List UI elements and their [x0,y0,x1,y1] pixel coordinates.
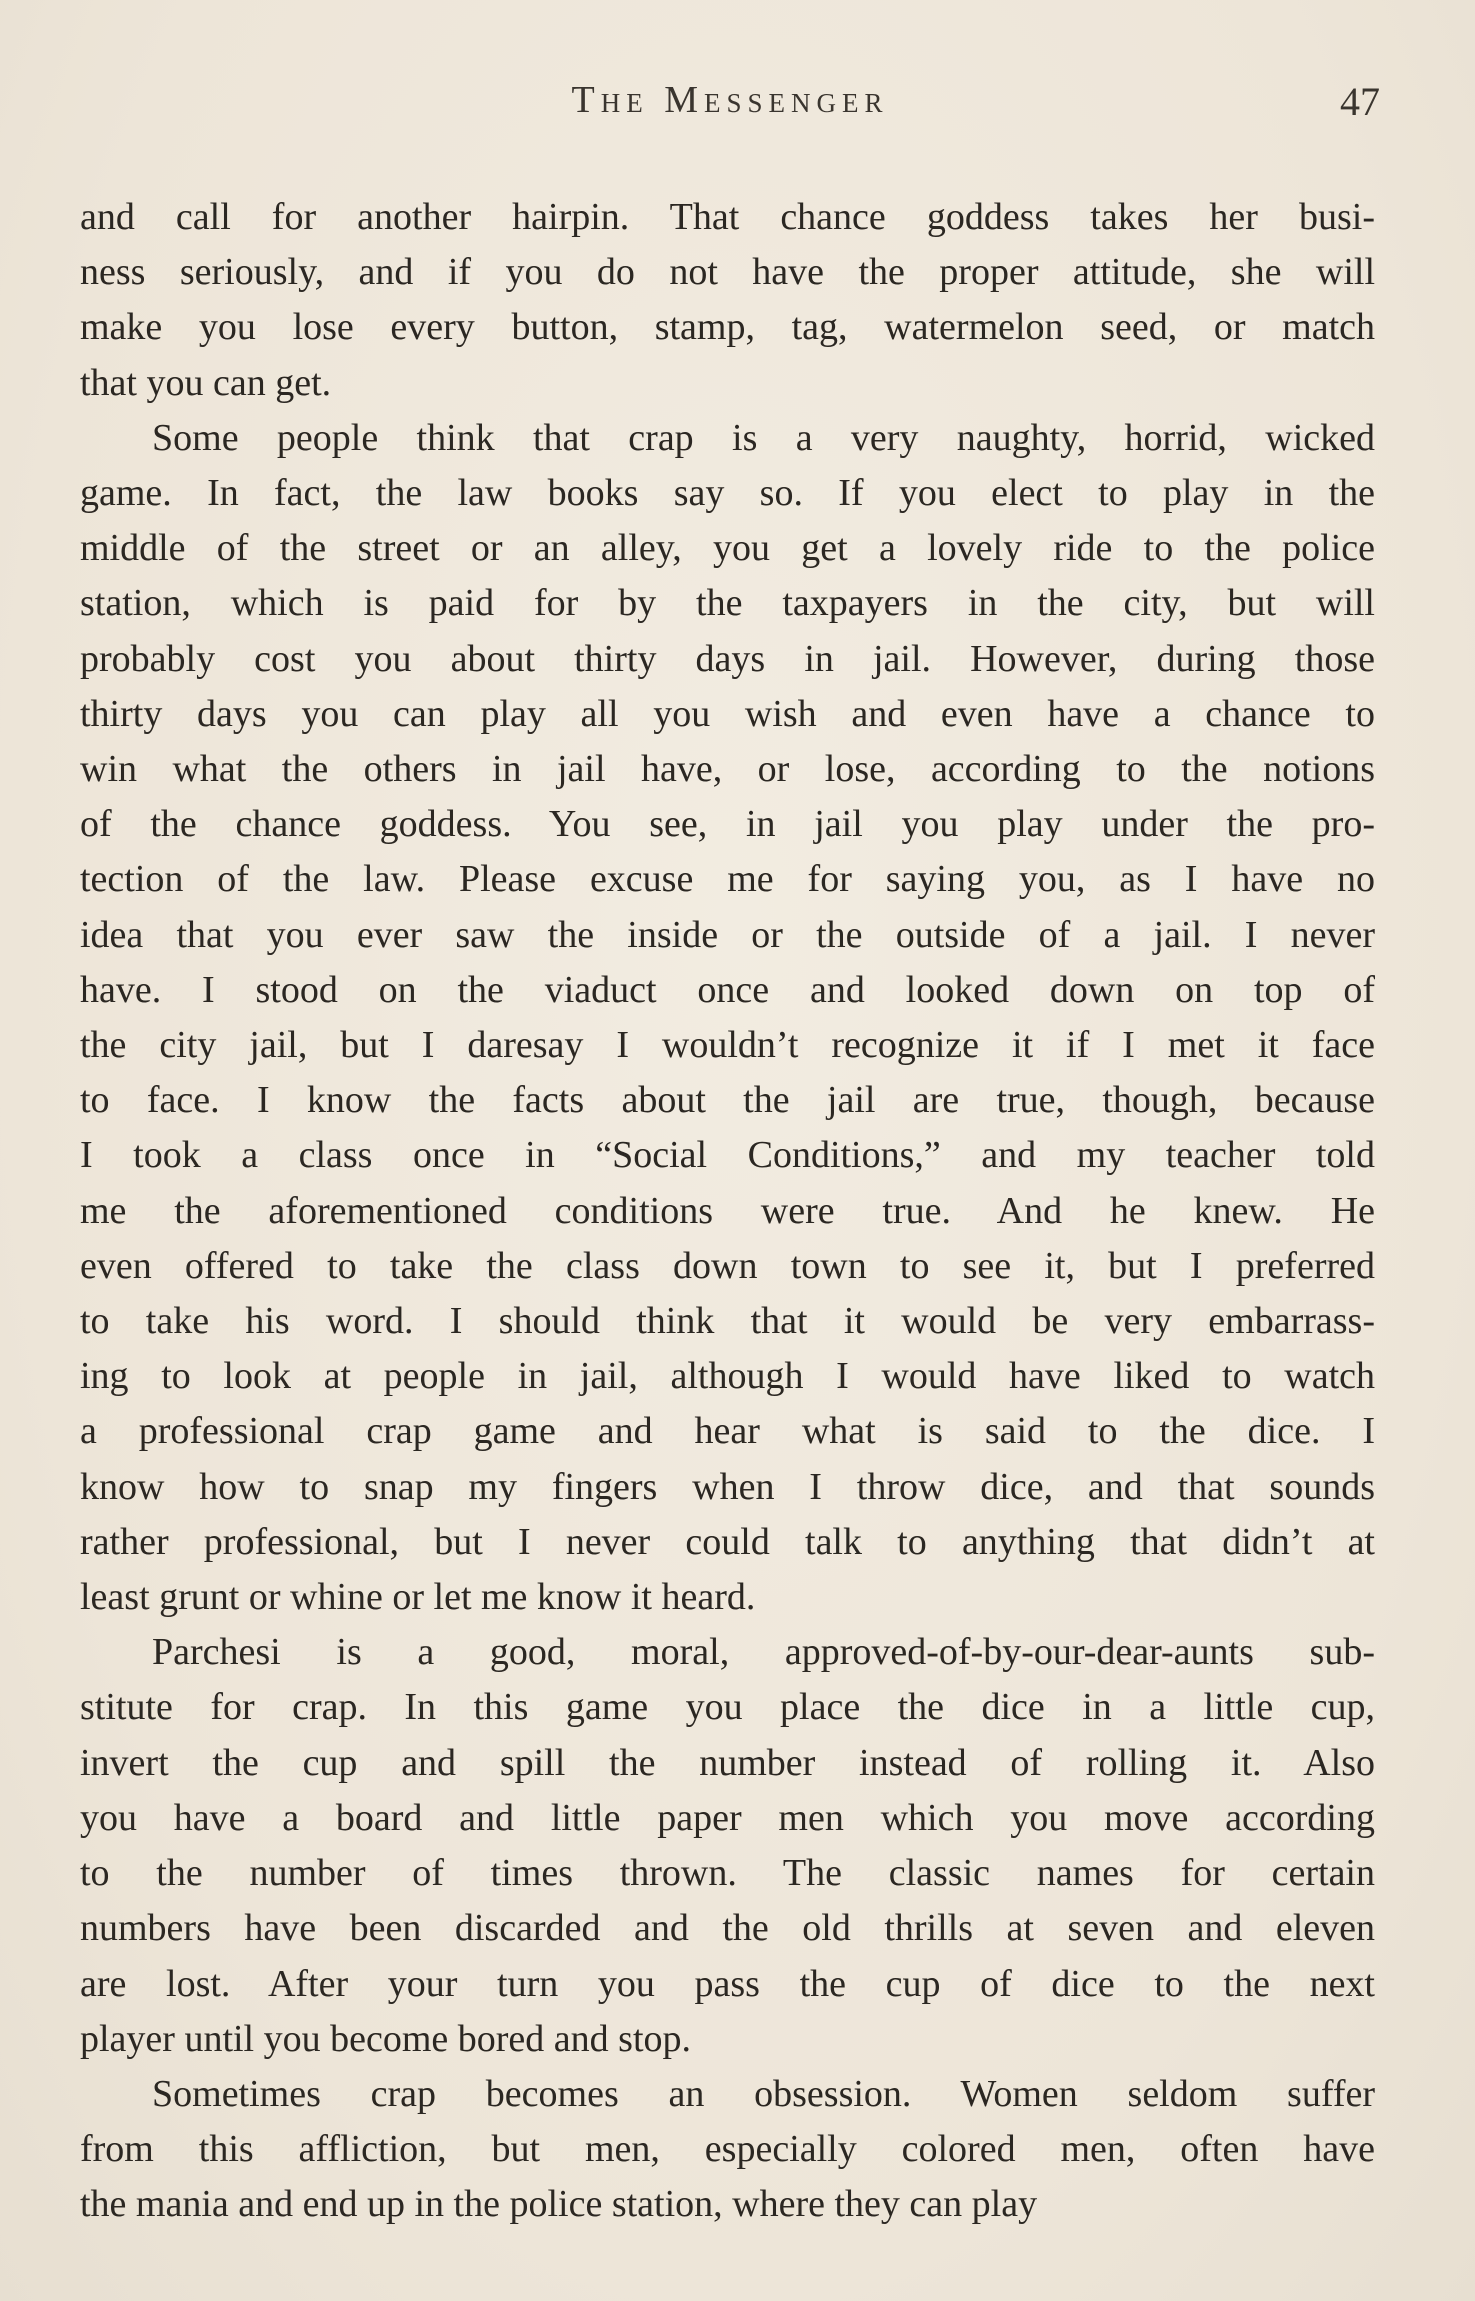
text-line: of the chance goddess. You see, in jail you play under the pro- [80,803,1375,846]
text-line: from this affliction, but men, especially colored men, often have [80,2128,1375,2171]
text-line: the mania and end up in the police station, where they can play [80,2183,1038,2226]
text-line: probably cost you about thirty days in jail. However, during those [80,637,1375,680]
text-line: and call for another hairpin. That chance goddess takes her busi- [80,196,1375,238]
text-line: ness seriously, and if you do not have the proper attitude, she will [80,251,1375,294]
paragraph-3 [80,1625,1375,2067]
paragraph-2 [80,411,1375,1625]
text-line: to take his word. I should think that it would be very embarrass- [80,1300,1375,1343]
page-header [80,78,1380,138]
text-line: have. I stood on the viaduct once and looked down on top of [80,968,1375,1011]
text-line: idea that you ever saw the inside or the outside of a jail. I never [80,913,1375,956]
text-line: are lost. After your turn you pass the cup of dice to the next [80,1962,1375,2005]
text-line: game. In fact, the law books say so. If you elect to play in the [80,472,1375,515]
text-line: least grunt or whine or let me know it heard. [80,1576,756,1619]
text-line: numbers have been discarded and the old thrills at seven and eleven [80,1907,1375,1950]
text-line: win what the others in jail have, or lose, according to the notions [80,748,1375,791]
page-number: 47 [1340,79,1380,124]
text-line: Parchesi is a good, moral, approved-of-by-our-dear-aunts sub- [152,1631,1375,1674]
text-line: me the aforementioned conditions were true. And he knew. He [80,1189,1375,1232]
text-line: the city jail, but I daresay I wouldn’t recognize it if I met it face [80,1024,1375,1067]
text-line: a professional crap game and hear what is said to the dice. I [80,1410,1375,1453]
text-line: thirty days you can play all you wish and even have a chance to [80,692,1375,735]
body-text [80,190,1375,2233]
text-line: to face. I know the facts about the jail are true, though, because [80,1079,1375,1122]
text-line: you have a board and little paper men which you move according [80,1796,1375,1839]
text-line: stitute for crap. In this game you place the dice in a little cup, [80,1686,1375,1729]
text-line: middle of the street or an alley, you get a lovely ride to the police [80,527,1375,570]
running-title: The Messenger [571,79,889,121]
text-line: even offered to take the class down town to see it, but I preferred [80,1244,1375,1287]
text-line: station, which is paid for by the taxpayers in the city, but will [80,582,1375,625]
text-line: I took a class once in “Social Conditions,” and my teacher told [80,1134,1375,1177]
text-line: Sometimes crap becomes an obsession. Women seldom suffer [152,2072,1375,2115]
text-line: that you can get. [80,361,332,404]
paragraph-4 [80,2067,1375,2233]
text-line: ing to look at people in jail, although I would have liked to watch [80,1355,1375,1398]
paragraph-1 [80,190,1375,411]
text-line: rather professional, but I never could talk to anything that didn’t at [80,1520,1375,1563]
text-line: tection of the law. Please excuse me for saying you, as I have no [80,858,1375,901]
text-line: player until you become bored and stop. [80,2017,692,2060]
text-line: make you lose every button, stamp, tag, watermelon seed, or match [80,306,1375,349]
text-line: Some people think that crap is a very naughty, horrid, wicked [152,416,1375,459]
text-line: invert the cup and spill the number instead of rolling it. Also [80,1741,1375,1784]
text-line: to the number of times thrown. The classic names for certain [80,1852,1375,1895]
text-line: know how to snap my fingers when I throw dice, and that sounds [80,1465,1375,1508]
